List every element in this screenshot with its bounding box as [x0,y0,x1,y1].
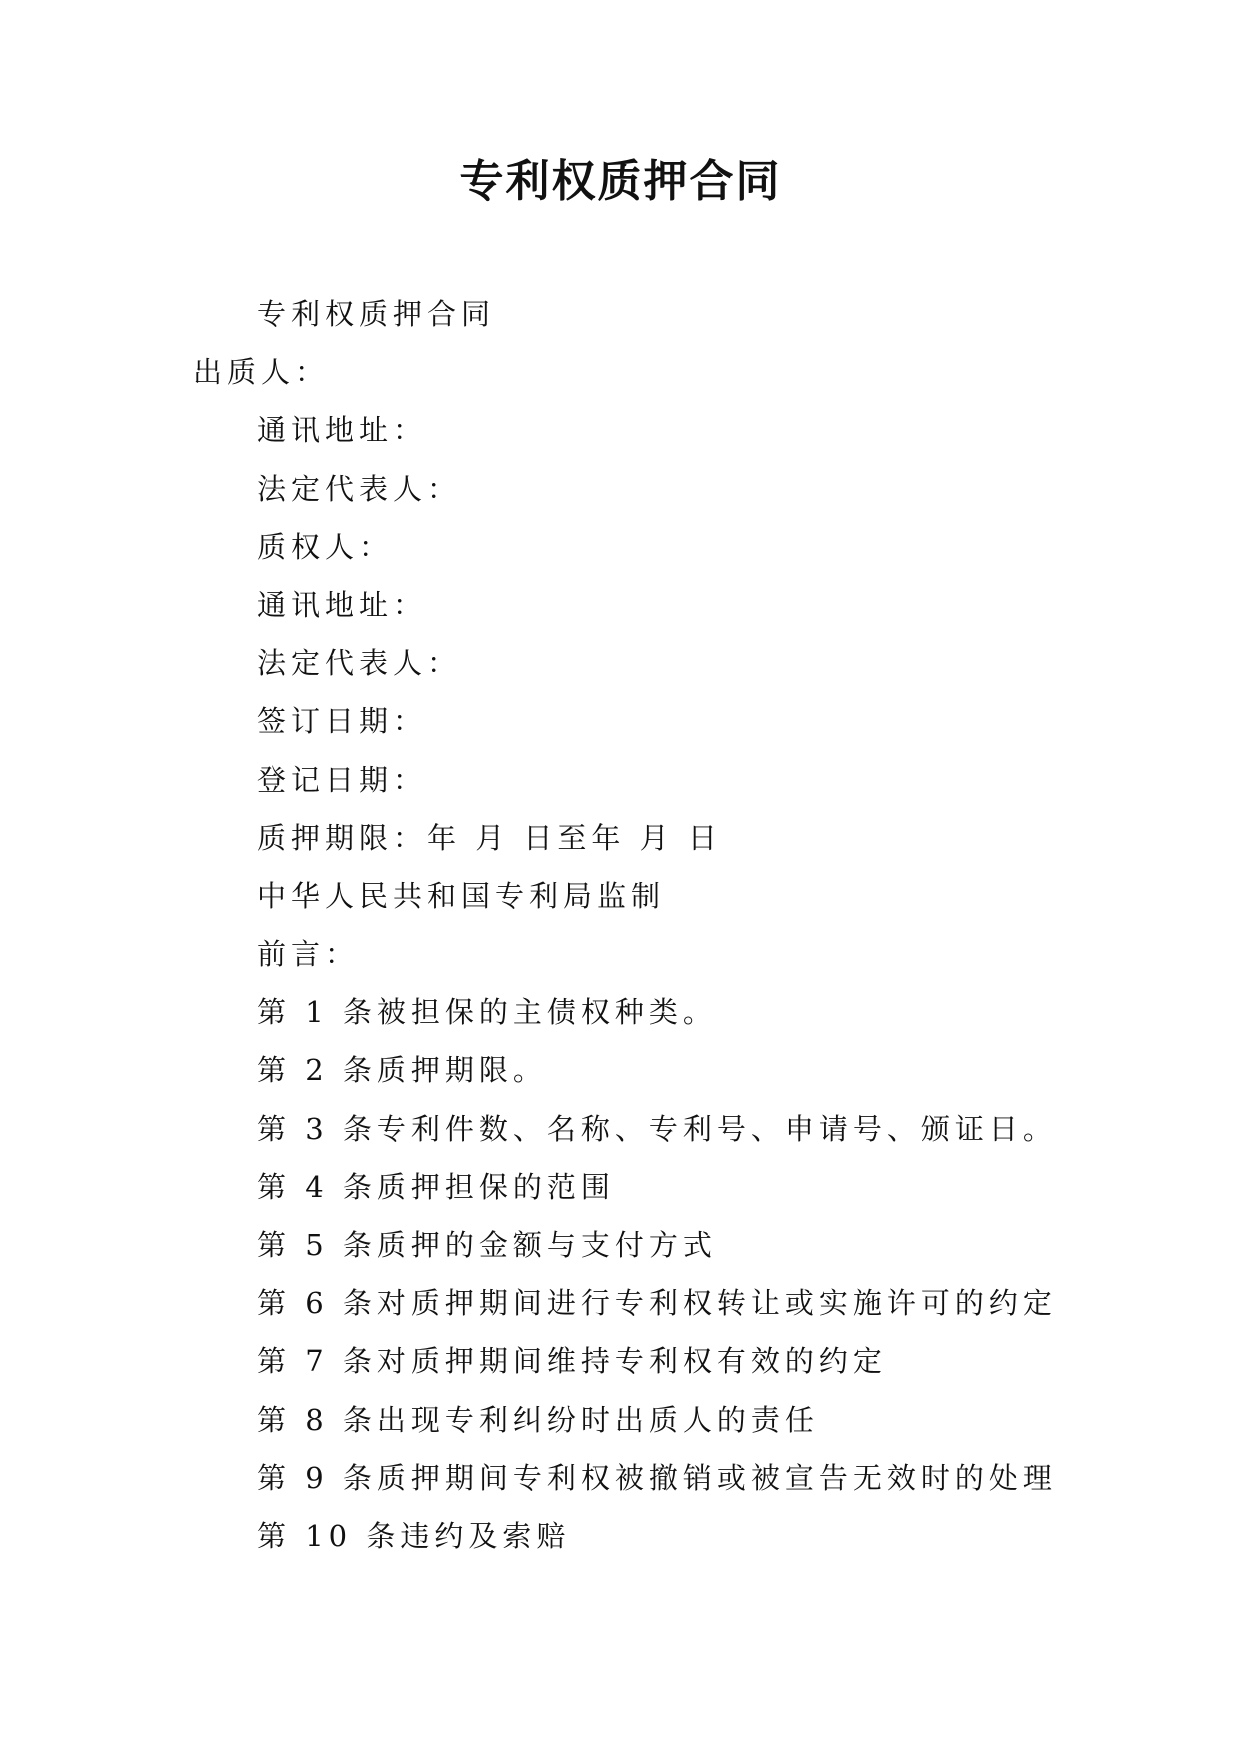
document-line: 法定代表人： [257,646,462,681]
document-line: 出质人： [193,355,330,390]
document-line: 第 3 条专利件数、名称、专利号、申请号、颁证日。 [257,1111,1057,1146]
document-line: 质权人： [257,529,394,564]
document-line: 通讯地址： [257,587,428,622]
document-line: 第 2 条质押期限。 [257,1053,547,1088]
document-line: 第 5 条质押的金额与支付方式 [257,1228,717,1262]
document-line: 质押期限：年 月 日至年 月 日 [257,820,722,855]
document-line: 第 9 条质押期间专利权被撤销或被宣告无效时的处理 [257,1460,1057,1495]
document-line: 登记日期： [257,762,428,797]
document-line: 法定代表人： [257,471,462,506]
document-line: 第 10 条违约及索赔 [257,1518,571,1553]
document-line: 专利权质押合同 [257,297,496,331]
document-title: 专利权质押合同 [459,156,782,207]
document-line: 前言： [257,937,360,972]
document-line: 第 1 条被担保的主债权种类。 [257,995,717,1030]
document-line: 签订日期： [257,704,428,739]
document-body [0,294,1241,1574]
document-line: 第 7 条对质押期间维持专利权有效的约定 [257,1344,887,1379]
document-line: 第 4 条质押担保的范围 [257,1169,615,1204]
document-line: 第 8 条出现专利纠纷时出质人的责任 [257,1402,819,1437]
document-line: 通讯地址： [257,413,428,448]
document-line: 中华人民共和国专利局监制 [257,878,666,913]
document-line: 第 6 条对质押期间进行专利权转让或实施许可的约定 [257,1286,1057,1321]
